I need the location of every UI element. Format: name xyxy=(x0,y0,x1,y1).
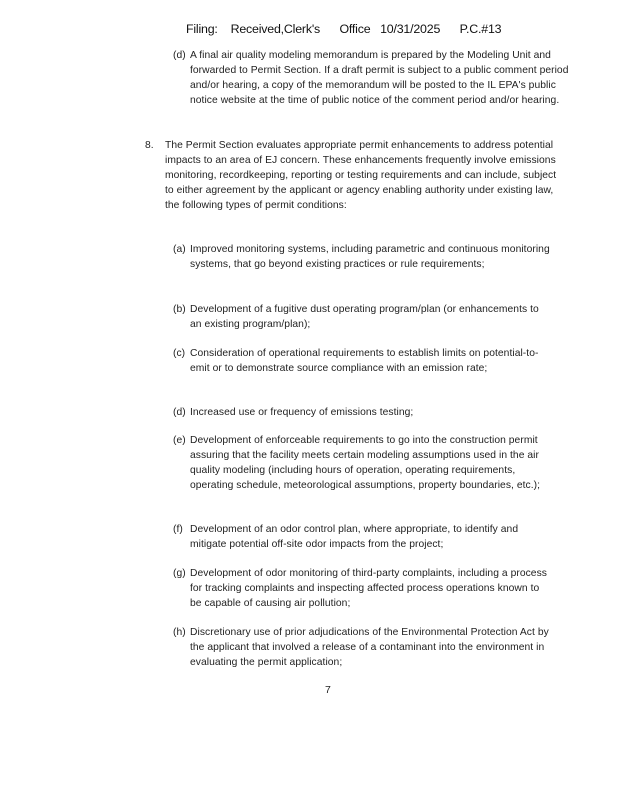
sub-item-text: Development of an odor control plan, where appropriate, to identify and mitigate potential off-site odor impacts from the project; xyxy=(190,524,519,551)
sub-item-marker: (b) xyxy=(173,304,186,315)
sub-item-b xyxy=(173,302,551,332)
item-d-top xyxy=(173,48,573,108)
sub-item-text: Development of a fugitive dust operating program/plan (or enhancements to an existing program/plan); xyxy=(190,304,539,331)
item-8 xyxy=(145,138,565,213)
item-text: A final air quality modeling memorandum is prepared by the Modeling Unit and forwarded to Permit Section. If a draft permit is subject to a public comment period and/or hearing, a copy of the memorandum will be posted to the IL EPA's public notice website at the time of public notice of the comment period and/or hearing. xyxy=(190,50,569,107)
sub-item-h xyxy=(173,625,551,670)
filing-header: Filing: Received,Clerk's Office 10/31/2025 P.C.#13 xyxy=(186,22,502,36)
sub-item-d xyxy=(173,405,551,420)
sub-item-text: Development of odor monitoring of third-party complaints, including a process for tracking complaints and inspecting affected process operations known to be capable of causing air pollution; xyxy=(190,568,547,610)
sub-item-text: Increased use or frequency of emissions testing; xyxy=(190,407,414,418)
sub-item-marker: (a) xyxy=(173,244,186,255)
item-marker: 8. xyxy=(145,140,154,151)
sub-item-marker: (e) xyxy=(173,435,186,446)
sub-item-marker: (c) xyxy=(173,348,186,359)
sub-item-c xyxy=(173,346,551,376)
sub-item-f xyxy=(173,522,551,552)
sub-item-text: Consideration of operational requirements to establish limits on potential-to-emit or to demonstrate source compliance with an emission rate; xyxy=(190,348,539,375)
item-marker: (d) xyxy=(173,50,186,61)
page-number: 7 xyxy=(325,684,331,696)
sub-item-text: Development of enforceable requirements to go into the construction permit assuring that the facility meets certain modeling assumptions used in the air quality modeling (including hours of operation, operating requirements, operating schedule, meteorological assumptions, property boundaries, etc.); xyxy=(190,435,541,492)
item-text: The Permit Section evaluates appropriate permit enhancements to address potential impacts to an area of EJ concern. These enhancements frequently involve emissions monitoring, recordkeeping, reporting or testing requirements and can include, subject to either agreement by the applicant or agency enabling authority under existing law, the following types of permit conditions: xyxy=(165,140,557,212)
sub-item-text: Improved monitoring systems, including parametric and continuous monitoring systems, that go beyond existing practices or rule requirements; xyxy=(190,244,550,271)
sub-item-e xyxy=(173,433,551,493)
sub-item-marker: (g) xyxy=(173,568,186,579)
sub-item-g xyxy=(173,566,551,611)
sub-item-text: Discretionary use of prior adjudications of the Environmental Protection Act by the applicant that involved a release of a contaminant into the environment in evaluating the permit application; xyxy=(190,627,549,669)
sub-item-marker: (h) xyxy=(173,627,186,638)
sub-item-a xyxy=(173,242,551,272)
sub-item-marker: (f) xyxy=(173,524,183,535)
sub-item-marker: (d) xyxy=(173,407,186,418)
